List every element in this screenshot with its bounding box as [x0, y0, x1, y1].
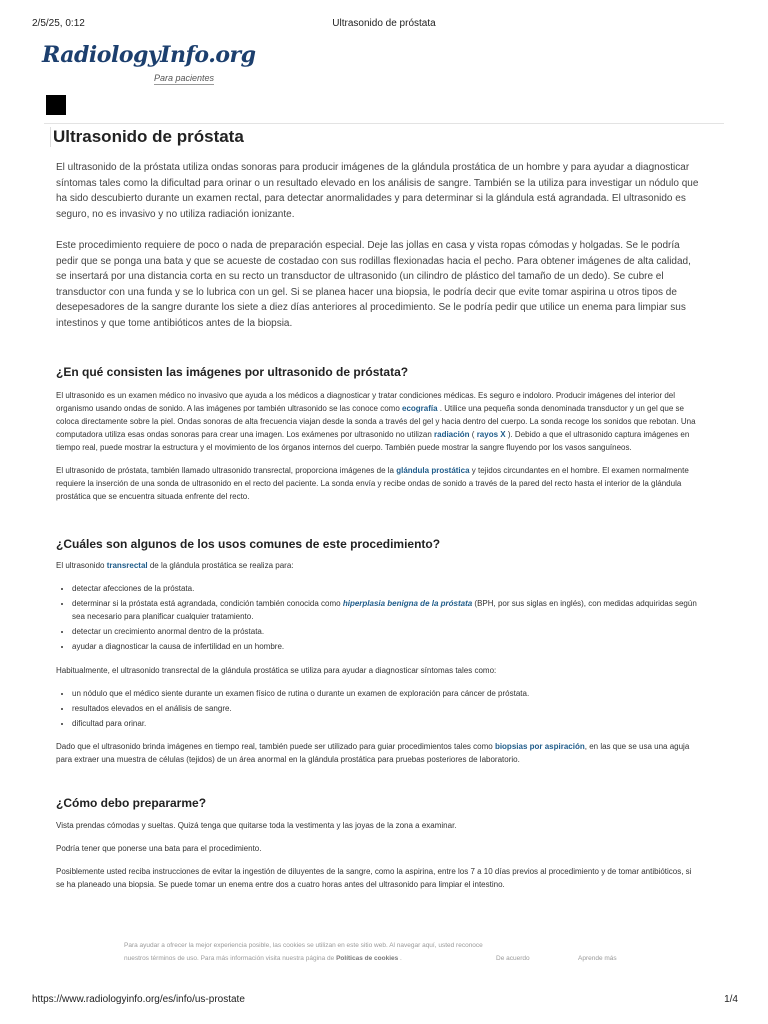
list-item: • un nódulo que el médico siente durante un examen físico de rutina o durante un examen de exploración para cáncer de próstata. [72, 687, 702, 700]
cookie-learn-more-button[interactable]: Aprende más [578, 955, 617, 962]
section3-paragraph-2: Podría tener que ponerse una bata para el procedimiento. [56, 844, 262, 853]
section2-paragraph-2: Habitualmente, el ultrasonido transrectal de la glándula prostática se utiliza para ayudar a diagnosticar síntomas tales como: [56, 666, 497, 675]
link-ecografia[interactable]: ecografía [402, 404, 438, 413]
list-item: • resultados elevados en el análisis de sangre. [72, 702, 702, 715]
divider [44, 123, 724, 124]
page-count: 1/4 [724, 994, 738, 1005]
article-content [56, 160, 702, 891]
list-item: • detectar afecciones de la próstata. [72, 582, 702, 595]
section2-paragraph-1: El ultrasonido transrectal de la glándula prostática se realiza para: [56, 561, 294, 570]
print-date: 2/5/25, 0:12 [32, 18, 85, 29]
section3-paragraph-1: Vista prendas cómodas y sueltas. Quizá tenga que quitarse toda la vestimenta y las joyas de la zona a examinar. [56, 821, 457, 830]
cookie-text: Para ayudar a ofrecer la mejor experiencia posible, las cookies se utilizan en este sitio web. Al navegar aquí, usted reconoce nuestros términos de uso. Para más información visita nuestra página de Políticas de cookies . [124, 942, 483, 962]
list-item: • determinar si la próstata está agrandada, condición también conocida como hiperplasia benigna de la próstata (BPH, por sus siglas en inglés), con medidas adquiridas según sea necesario para planificar cualquier tratamiento. [72, 597, 702, 623]
menu-square-icon[interactable] [46, 95, 66, 115]
page-title: Ultrasonido de próstata [50, 127, 244, 147]
intro-paragraph-1: El ultrasonido de la próstata utiliza ondas sonoras para producir imágenes de la glándula prostática de un hombre y para ayudar a diagnosticar síntomas tales como la dificultad para orinar o un resultado elevado en los análisis de sangre. También se la utiliza para investigar un nódulo que ha sido descubierto durante un examen rectal, para detectar anormalidades y para determinar si la glándula está agrandada. El ultrasonido es seguro, no es invasivo y no utiliza radiación ionizante. [56, 162, 699, 220]
list-item: • ayudar a diagnosticar la causa de infertilidad en un hombre. [72, 640, 702, 653]
print-title: Ultrasonido de próstata [332, 18, 436, 29]
section3-paragraph-3: Posiblemente usted reciba instrucciones de evitar la ingestión de diluyentes de la sangre, como la aspirina, entre los 7 a 10 días previos al procedimiento y de tomar antibióticos, si se ha planeado una biopsia. Se puede tomar un enema entre dos a cuatro horas antes del ultrasonido para limpiar el intestino. [56, 867, 692, 889]
site-logo[interactable] [42, 42, 256, 86]
section3-heading: ¿Cómo debo prepararme? [56, 796, 207, 810]
uses-list [56, 582, 702, 653]
link-glandula-prostatica[interactable]: glándula prostática [396, 466, 470, 475]
list-item: • detectar un crecimiento anormal dentro de la próstata. [72, 625, 702, 638]
symptoms-list [56, 687, 702, 730]
section1-paragraph-1: El ultrasonido es un examen médico no invasivo que ayuda a los médicos a diagnosticar y tratar condiciones médicas. Es seguro e indoloro. Producir imágenes del interior del organismo usando ondas de sonido. A las imágenes por también ultrasonido se las conoce como ecografía . Utilice una pequeña sonda denominada transductor y un gel que se coloca directamente sobre la piel. Ondas sonoras de alta frecuencia viajan desde la sonda a través del gel y hacia dentro del cuerpo. La sonda recoge los sonidos que rebotan. Una computadora utiliza esas ondas sonoras para crear una imagen. Los exámenes por ultrasonido no utilizan radiación ( rayos X ). Debido a que el ultrasonido captura imágenes en tiempo real, puede mostrar la estructura y el movimiento de los órganos internos del cuerpo. También puede mostrar la sangre fluyendo por los vasos sanguíneos. [56, 391, 696, 452]
section2-paragraph-3: Dado que el ultrasonido brinda imágenes en tiempo real, también puede ser utilizado para guiar procedimientos tales como biopsias por aspiración, en las que se usa una aguja para extraer una muestra de células (tejidos) de un área anormal en la glándula prostática para pruebas posteriores de laboratorio. [56, 742, 690, 764]
link-rayos-x[interactable]: rayos X [476, 430, 506, 439]
list-item: • dificultad para orinar. [72, 717, 702, 730]
logo-subtitle: Para pacientes [154, 73, 215, 83]
link-hiperplasia[interactable]: hiperplasia benigna de la próstata [342, 599, 473, 608]
cookie-banner [124, 940, 724, 980]
link-transrectal[interactable]: transrectal [106, 561, 148, 570]
cookie-policy-link[interactable]: Políticas de cookies [336, 954, 399, 962]
section2-heading: ¿Cuáles son algunos de los usos comunes de este procedimiento? [56, 537, 441, 551]
section1-heading: ¿En qué consisten las imágenes por ultrasonido de próstata? [56, 365, 409, 379]
print-url: https://www.radiologyinfo.org/es/info/us-prostate [32, 994, 245, 1005]
cookie-accept-button[interactable]: De acuerdo [496, 955, 530, 962]
section1-paragraph-2: El ultrasonido de próstata, también llamado ultrasonido transrectal, proporciona imágenes de la glándula prostática y tejidos circundantes en el hombre. El examen normalmente requiere la inserción de una sonda de ultrasonido en el recto del paciente. La sonda envía y recibe ondas de sonido a través de la pared del recto hasta el interior de la glándula prostática que se encuentra situada enfrente del recto. [56, 466, 689, 501]
logo-brand: RadiologyInfo.org [42, 42, 256, 68]
intro-paragraph-2: Este procedimiento requiere de poco o nada de preparación especial. Deje las jollas en casa y vista ropas cómodas y holgadas. Se le podría pedir que se ponga una bata y que se acueste de costadao con sus rodillas flexionadas hacia el pecho. Para obtener imágenes de alta calidad, se insertará por una distancia corta en su recto un transductor de ultrasonido (un cilindro de plástico del tamaño de un dedo). Se cubre el transductor con una funda y se lo lubrica con un gel. Si se planea hacer una biopsia, le podría decir que evite tomar aspirina u otros tipos de desepesadores de la sangre durante los siete a diez días anteriores al procedimiento. Se le podría pedir que utilice un enema para limpiar sus intestinos y que tome antibióticos antes de la biopsia. [56, 240, 691, 329]
link-radiacion[interactable]: radiación [434, 430, 470, 439]
link-biopsias[interactable]: biopsias por aspiración [494, 742, 585, 751]
